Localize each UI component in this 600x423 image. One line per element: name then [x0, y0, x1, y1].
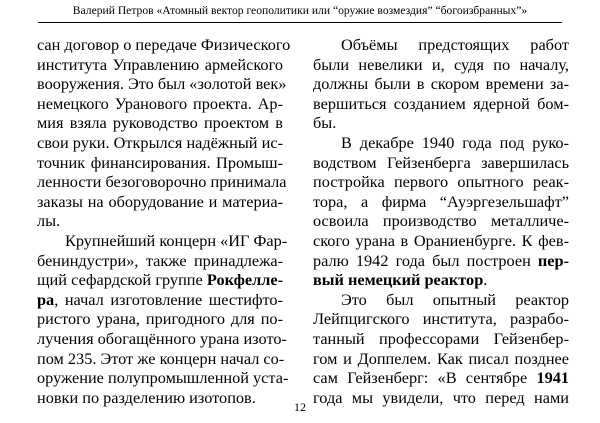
- text-line: точник финансирования. Промыш-: [37, 152, 283, 172]
- text-line: сан договор о передаче Физического: [37, 35, 291, 54]
- text-line: лучения обогащённого урана изото-: [37, 328, 287, 348]
- text-line: [313, 251, 569, 271]
- text-run: сам Гейзенберг: «В сентябре: [313, 368, 537, 388]
- text-line: должны были в скором времени за-: [313, 74, 569, 94]
- text-line: Крупнейший концерн «ИГ Фар-: [65, 230, 288, 250]
- text-line: постройка первого опытного реак-: [313, 172, 569, 192]
- text-line: института Управлению армейского: [37, 54, 283, 74]
- text-run: ралю 1942 года был построен: [313, 250, 538, 270]
- text-line: лы.: [37, 211, 61, 231]
- text-line: гом и Доппелем. Как писал позднее: [313, 348, 569, 368]
- text-line: свои руки. Открылся надёжный ис-: [37, 132, 283, 152]
- bold-name-rockefeller-end: ра: [37, 289, 55, 309]
- bold-first-reactor-end: вый немецкий реактор: [313, 270, 484, 290]
- text-line: немецкого Уранового проекта. Ар-: [37, 93, 283, 113]
- text-run: .: [483, 270, 488, 290]
- text-line: Лейпцигского института, разрабо-: [313, 309, 569, 329]
- text-line: были невелики и, судя по началу,: [313, 54, 569, 74]
- text-line: [37, 270, 283, 290]
- text-line: заказы на оборудование и материа-: [37, 191, 283, 211]
- page-number: 12: [294, 400, 306, 414]
- text-run: , начал изготовление шестифто-: [54, 289, 283, 309]
- text-line: года мы увидели, что перед нами: [313, 387, 569, 407]
- text-line: оружение полупромышленной уста-: [37, 368, 289, 388]
- text-line: [37, 290, 283, 310]
- text-run: щий сефардской группе: [37, 270, 207, 290]
- text-line: мия взяла руководство проектом в: [37, 113, 283, 133]
- text-line: новки по разделению изотопов.: [37, 387, 256, 407]
- text-line: [313, 368, 569, 388]
- right-column: [313, 35, 569, 407]
- bold-first-reactor: пер-: [537, 250, 569, 270]
- running-header: Валерий Петров «Атомный вектор геополитики или “оружие возмездия” “богоизбранных”»: [38, 0, 562, 23]
- text-line: бы.: [313, 113, 337, 133]
- text-line: ского урана в Ораниенбурге. К фев-: [313, 230, 569, 250]
- text-line: освоила производство металличе-: [313, 211, 569, 231]
- text-line: В декабре 1940 года под руко-: [341, 132, 569, 152]
- bold-name-rockefeller: Рокфелле-: [206, 270, 283, 290]
- left-column: [37, 35, 291, 407]
- text-line: вооружения. Это был «золотой век»: [37, 74, 287, 94]
- text-line: Это был опытный реактор: [341, 289, 569, 309]
- text-line: пом 235. Этот же концерн начал со-: [37, 348, 285, 368]
- text-line: ристого урана, пригодного для по-: [37, 309, 283, 329]
- text-line: [313, 270, 569, 290]
- text-line: водством Гейзенберга завершилась: [313, 152, 569, 172]
- text-line: танный профессорами Гейзенбер-: [313, 328, 569, 348]
- text-line: вершиться созданием ядерной бом-: [313, 93, 569, 113]
- bold-year-1941: 1941: [536, 368, 569, 388]
- text-line: бениндустри», также принадлежа-: [37, 250, 283, 270]
- text-line: тора, а фирма “Ауэргезельшафт”: [313, 191, 569, 211]
- text-line: Объёмы предстоящих работ: [341, 35, 569, 54]
- text-line: ленности безоговорочно принимала: [37, 172, 287, 192]
